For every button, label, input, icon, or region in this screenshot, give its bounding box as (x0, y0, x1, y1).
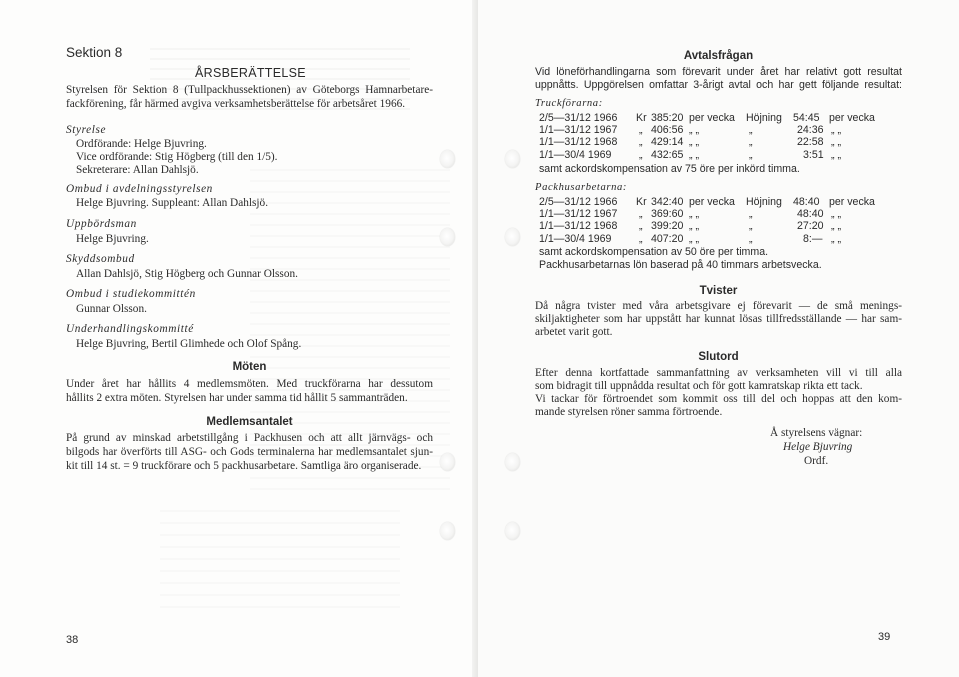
amount: 406:56 (651, 124, 684, 137)
table-row (539, 136, 869, 148)
table-row (539, 220, 869, 232)
period: 2/5—31/12 1966 (539, 112, 618, 124)
punch-hole (440, 150, 455, 168)
slutord-line-1: Efter denna kortfattade sammanfattning av verksamheten vill vi till alla (535, 367, 902, 379)
styrelse-line-1: Ordförande: Helge Bjuvring. (76, 138, 207, 150)
page-number-right: 39 (878, 631, 891, 643)
report-title: ÅRSBERÄTTELSE (195, 66, 306, 80)
unit: „ „ (831, 208, 841, 221)
currency: Kr (636, 112, 647, 124)
medlem-heading: Medlemsantalet (206, 416, 293, 428)
table-row (539, 208, 869, 220)
tvister-line-1: Då några tvister med våra arbetsgivare ej förevarit — de små menings- (535, 300, 902, 312)
studie-text: Gunnar Olsson. (76, 303, 147, 315)
unit: „ „ (831, 148, 841, 161)
slutord-heading: Slutord (698, 351, 739, 363)
ombud-text: Helge Bjuvring. Suppleant: Allan Dahlsjö. (76, 197, 269, 209)
period: 1/1—31/12 1967 (539, 208, 618, 221)
unit: „ „ (831, 232, 841, 245)
slutord-line-2: som bidragit till uppnådda resultat och för gott kamratskap rikta ett tack. (535, 380, 863, 392)
left-page (0, 0, 478, 677)
raise-label: „ (749, 136, 753, 149)
unit: „ „ (689, 148, 699, 161)
unit: per vecka (829, 196, 875, 208)
table-row (539, 124, 869, 136)
avtal-heading: Avtalsfrågan (683, 50, 754, 62)
punch-hole (505, 522, 520, 540)
unit: per vecka (689, 196, 735, 208)
raise: 24:36 (797, 124, 824, 137)
period: 2/5—31/12 1966 (539, 196, 618, 208)
currency: „ (639, 124, 643, 137)
currency: Kr (636, 196, 647, 208)
unit: „ „ (831, 124, 841, 137)
signature-name: Helge Bjuvring (783, 441, 853, 453)
unit: per vecka (829, 112, 875, 124)
tvister-heading: Tvister (699, 285, 738, 297)
amount: 407:20 (651, 232, 684, 245)
medlem-line-3: kit till 14 st. = 9 truckförare och 5 packhusarbetare. Samtliga äro organiserade. (66, 460, 422, 472)
pack-note-2: Packhusarbetarnas lön baserad på 40 timmars arbetsvecka. (539, 259, 822, 271)
period: 1/1—30/4 1969 (539, 232, 612, 245)
unit: „ „ (831, 220, 841, 233)
moten-line-1: Under året har hållits 4 medlemsmöten. Med truckförarna har dessutom (66, 378, 433, 390)
raise-label: „ (749, 220, 753, 233)
table-row (539, 149, 869, 161)
raise: 48:40 (797, 208, 824, 221)
truck-note: samt ackordskompensation av 75 öre per inkörd timma. (539, 163, 800, 175)
studie-heading: Ombud i studiekommittén (66, 288, 196, 300)
raise-label: Höjning (746, 196, 782, 208)
medlem-line-2: bilgods har överförts till ASG- och Gods terminalerna har medlemsantalet sjun- (66, 446, 433, 458)
moten-heading: Möten (232, 361, 267, 373)
raise: 8:— (803, 232, 823, 245)
styrelse-line-3: Sekreterare: Allan Dahlsjö. (76, 164, 199, 176)
intro-line-1: Styrelsen för Sektion 8 (Tullpackhussektionen) av Göteborgs Hamnarbetare- (66, 84, 433, 96)
pack-note-1: samt ackordskompensation av 50 öre per timma. (539, 246, 769, 258)
currency: „ (639, 220, 643, 233)
signature-line-1: Å styrelsens vägnar: (770, 427, 863, 439)
uppbord-text: Helge Bjuvring. (76, 233, 149, 245)
punch-hole (440, 453, 455, 471)
unit: „ „ (689, 232, 699, 245)
unit: „ „ (831, 136, 841, 149)
styrelse-heading: Styrelse (66, 124, 107, 136)
unit: „ „ (689, 220, 699, 233)
raise-label: „ (749, 148, 753, 161)
raise: 48:40 (793, 196, 820, 208)
raise-label: „ (749, 232, 753, 245)
punch-hole (440, 228, 455, 246)
slutord-line-4: mande styrelsen röner samma förtroende. (535, 406, 723, 418)
unit: per vecka (689, 112, 735, 124)
punch-hole (440, 522, 455, 540)
currency: „ (639, 232, 643, 245)
raise: 27:20 (797, 220, 824, 233)
period: 1/1—31/12 1968 (539, 136, 618, 149)
amount: 342:40 (651, 196, 684, 208)
signature-title: Ordf. (804, 455, 829, 467)
section-label: Sektion 8 (66, 45, 123, 60)
skydd-heading: Skyddsombud (66, 253, 135, 265)
pack-table (539, 196, 875, 245)
moten-line-2: hållits 2 extra möten. Styrelsen har under samma tid hållit 5 sammanträden. (66, 392, 408, 404)
unit: „ „ (689, 208, 699, 221)
intro-line-2: fackförening, får härmed avgiva verksamhetsberättelse för arbetsåret 1966. (66, 98, 406, 110)
raise-label: „ (749, 124, 753, 137)
tvister-line-2: skiljaktigheter som har uppstått har kunnat lösas tillfredsställande — har sam- (535, 313, 902, 325)
period: 1/1—31/12 1968 (539, 220, 618, 233)
truck-table (539, 112, 875, 161)
raise: 3:51 (803, 148, 824, 161)
unit: „ „ (689, 124, 699, 137)
period: 1/1—30/4 1969 (539, 148, 612, 161)
ombud-heading: Ombud i avdelningsstyrelsen (66, 183, 213, 195)
right-page (478, 0, 959, 677)
punch-hole (505, 228, 520, 246)
pack-heading: Packhusarbetarna: (535, 182, 627, 193)
medlem-line-1: På grund av minskad arbetstillgång i Packhusen och att allt järnvägs- och (66, 432, 433, 444)
punch-hole (505, 150, 520, 168)
amount: 429:14 (651, 136, 684, 149)
raise-label: „ (749, 208, 753, 221)
styrelse-line-2: Vice ordförande: Stig Högberg (till den 1/5). (76, 151, 278, 163)
bleed-through (160, 500, 400, 610)
currency: „ (639, 136, 643, 149)
page-number-left: 38 (66, 634, 79, 646)
tvister-line-3: arbetet varit gott. (535, 326, 613, 338)
truck-heading: Truckförarna: (535, 98, 603, 109)
currency: „ (639, 208, 643, 221)
slutord-line-3: Vi tackar för förtroendet som kommit oss till del och hoppas att den kom- (535, 393, 902, 405)
amount: 399:20 (651, 220, 684, 233)
raise: 54:45 (793, 112, 820, 124)
table-row (539, 233, 869, 245)
amount: 385:20 (651, 112, 684, 124)
avtal-line-1: Vid löneförhandlingarna som förevarit under året har relativt gott resultat (535, 66, 902, 78)
table-row (539, 112, 875, 124)
skydd-text: Allan Dahlsjö, Stig Högberg och Gunnar Olsson. (76, 268, 298, 280)
table-row (539, 196, 875, 208)
underh-text: Helge Bjuvring, Bertil Glimhede och Olof Spång. (76, 338, 302, 350)
amount: 432:65 (651, 148, 684, 161)
currency: „ (639, 148, 643, 161)
raise: 22:58 (797, 136, 824, 149)
raise-label: Höjning (746, 112, 782, 124)
amount: 369:60 (651, 208, 684, 221)
underh-heading: Underhandlingskommitté (66, 323, 194, 335)
uppbord-heading: Uppbördsman (66, 218, 137, 230)
avtal-line-2: uppnåtts. Uppgörelsen omfattar 3-årigt avtal och har gett följande resultat: (535, 79, 902, 91)
unit: „ „ (689, 136, 699, 149)
period: 1/1—31/12 1967 (539, 124, 618, 137)
punch-hole (505, 453, 520, 471)
